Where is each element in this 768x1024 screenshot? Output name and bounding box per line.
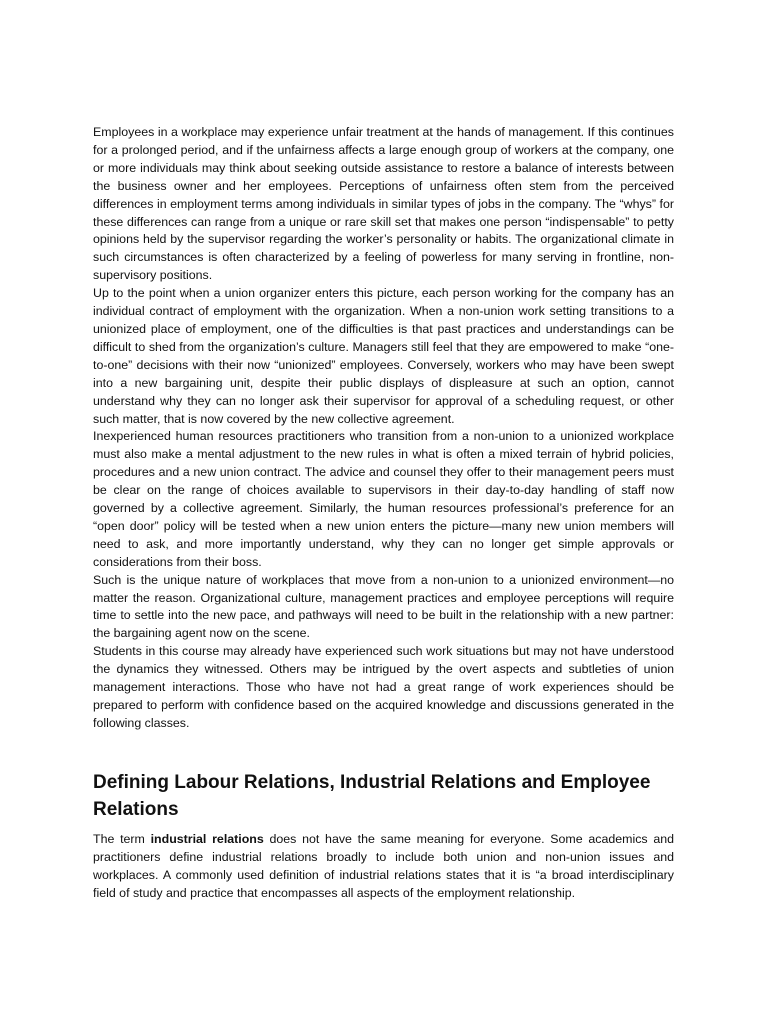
body-paragraph-3: Inexperienced human resources practitioners who transition from a non-union to a unionized workplace must also make a mental adjustment to the new rules in what is often a mixed terrain of hybrid policies, procedures and a new union contract. The advice and counsel they offer to their management peers must be clear on the range of choices available to supervisors in their day-to-day handling of staff now governed by a collective agreement. Similarly, the human resources professional’s preference for an “open door” policy will be tested when a new union enters the picture—many new union members will need to ask, and more importantly understand, why they can no longer get simple approvals or considerations from their boss. [93, 429, 674, 569]
section-heading: Defining Labour Relations, Industrial Relations and Employee Relations [93, 771, 651, 820]
section-intro-paragraph [93, 831, 674, 903]
bold-term-industrial-relations: industrial relations [150, 831, 264, 846]
intro-text-before-term: The term [93, 831, 151, 846]
body-paragraph-4: Such is the unique nature of workplaces that move from a non-union to a unionized environment—no matter the reason. Organizational culture, management practices and employee perceptions will require time to settle into the new pace, and pathways will need to be built in the relationship with a new partner: the bargaining agent now on the scene. [93, 572, 674, 641]
intro-text-after-term: does not have the same meaning for everyone. Some academics and practitioners define industrial relations broadly to include both union and non-union issues and workplaces. A commonly used definition of industrial relations states that it is “a broad interdisciplinary field of study and practice that encompasses all aspects of the employment relationship. [93, 831, 674, 900]
body-paragraph-5: Students in this course may already have experienced such work situations but may not have understood the dynamics they witnessed. Others may be intrigued by the overt aspects and subtleties of union management interactions. Those who have not had a great range of work experiences should be prepared to perform with confidence based on the acquired knowledge and discussions generated in the following classes. [93, 644, 674, 730]
body-paragraph-2: Up to the point when a union organizer enters this picture, each person working for the company has an individual contract of employment with the organization. When a non-union work setting transitions to a unionized place of employment, one of the difficulties is that past practices and understandings can be difficult to shed from the organization’s culture. Managers still feel that they are empowered to make “one-to-one” decisions with their now “unionized” employees. Conversely, workers who may have been swept into a new bargaining unit, despite their public displays of displeasure at such an option, cannot understand why they can no longer ask their supervisor for approval of a scheduling request, or other such matter, that is now covered by the new collective agreement. [93, 286, 674, 426]
document-page [93, 124, 674, 902]
body-paragraph-1: Employees in a workplace may experience unfair treatment at the hands of management. If this continues for a prolonged period, and if the unfairness affects a large enough group of workers at the company, one or more individuals may think about seeking outside assistance to restore a balance of interests between the business owner and her employees. Perceptions of unfairness often stem from the perceived differences in employment terms among individuals in similar types of jobs in the company. The “whys” for these differences can range from a unique or rare skill set that makes one person “indispensable” to petty opinions held by the supervisor regarding the worker’s personality or habits. The organizational climate in such circumstances is often characterized by a feeling of powerless for many serving in frontline, non-supervisory positions. [93, 125, 674, 283]
